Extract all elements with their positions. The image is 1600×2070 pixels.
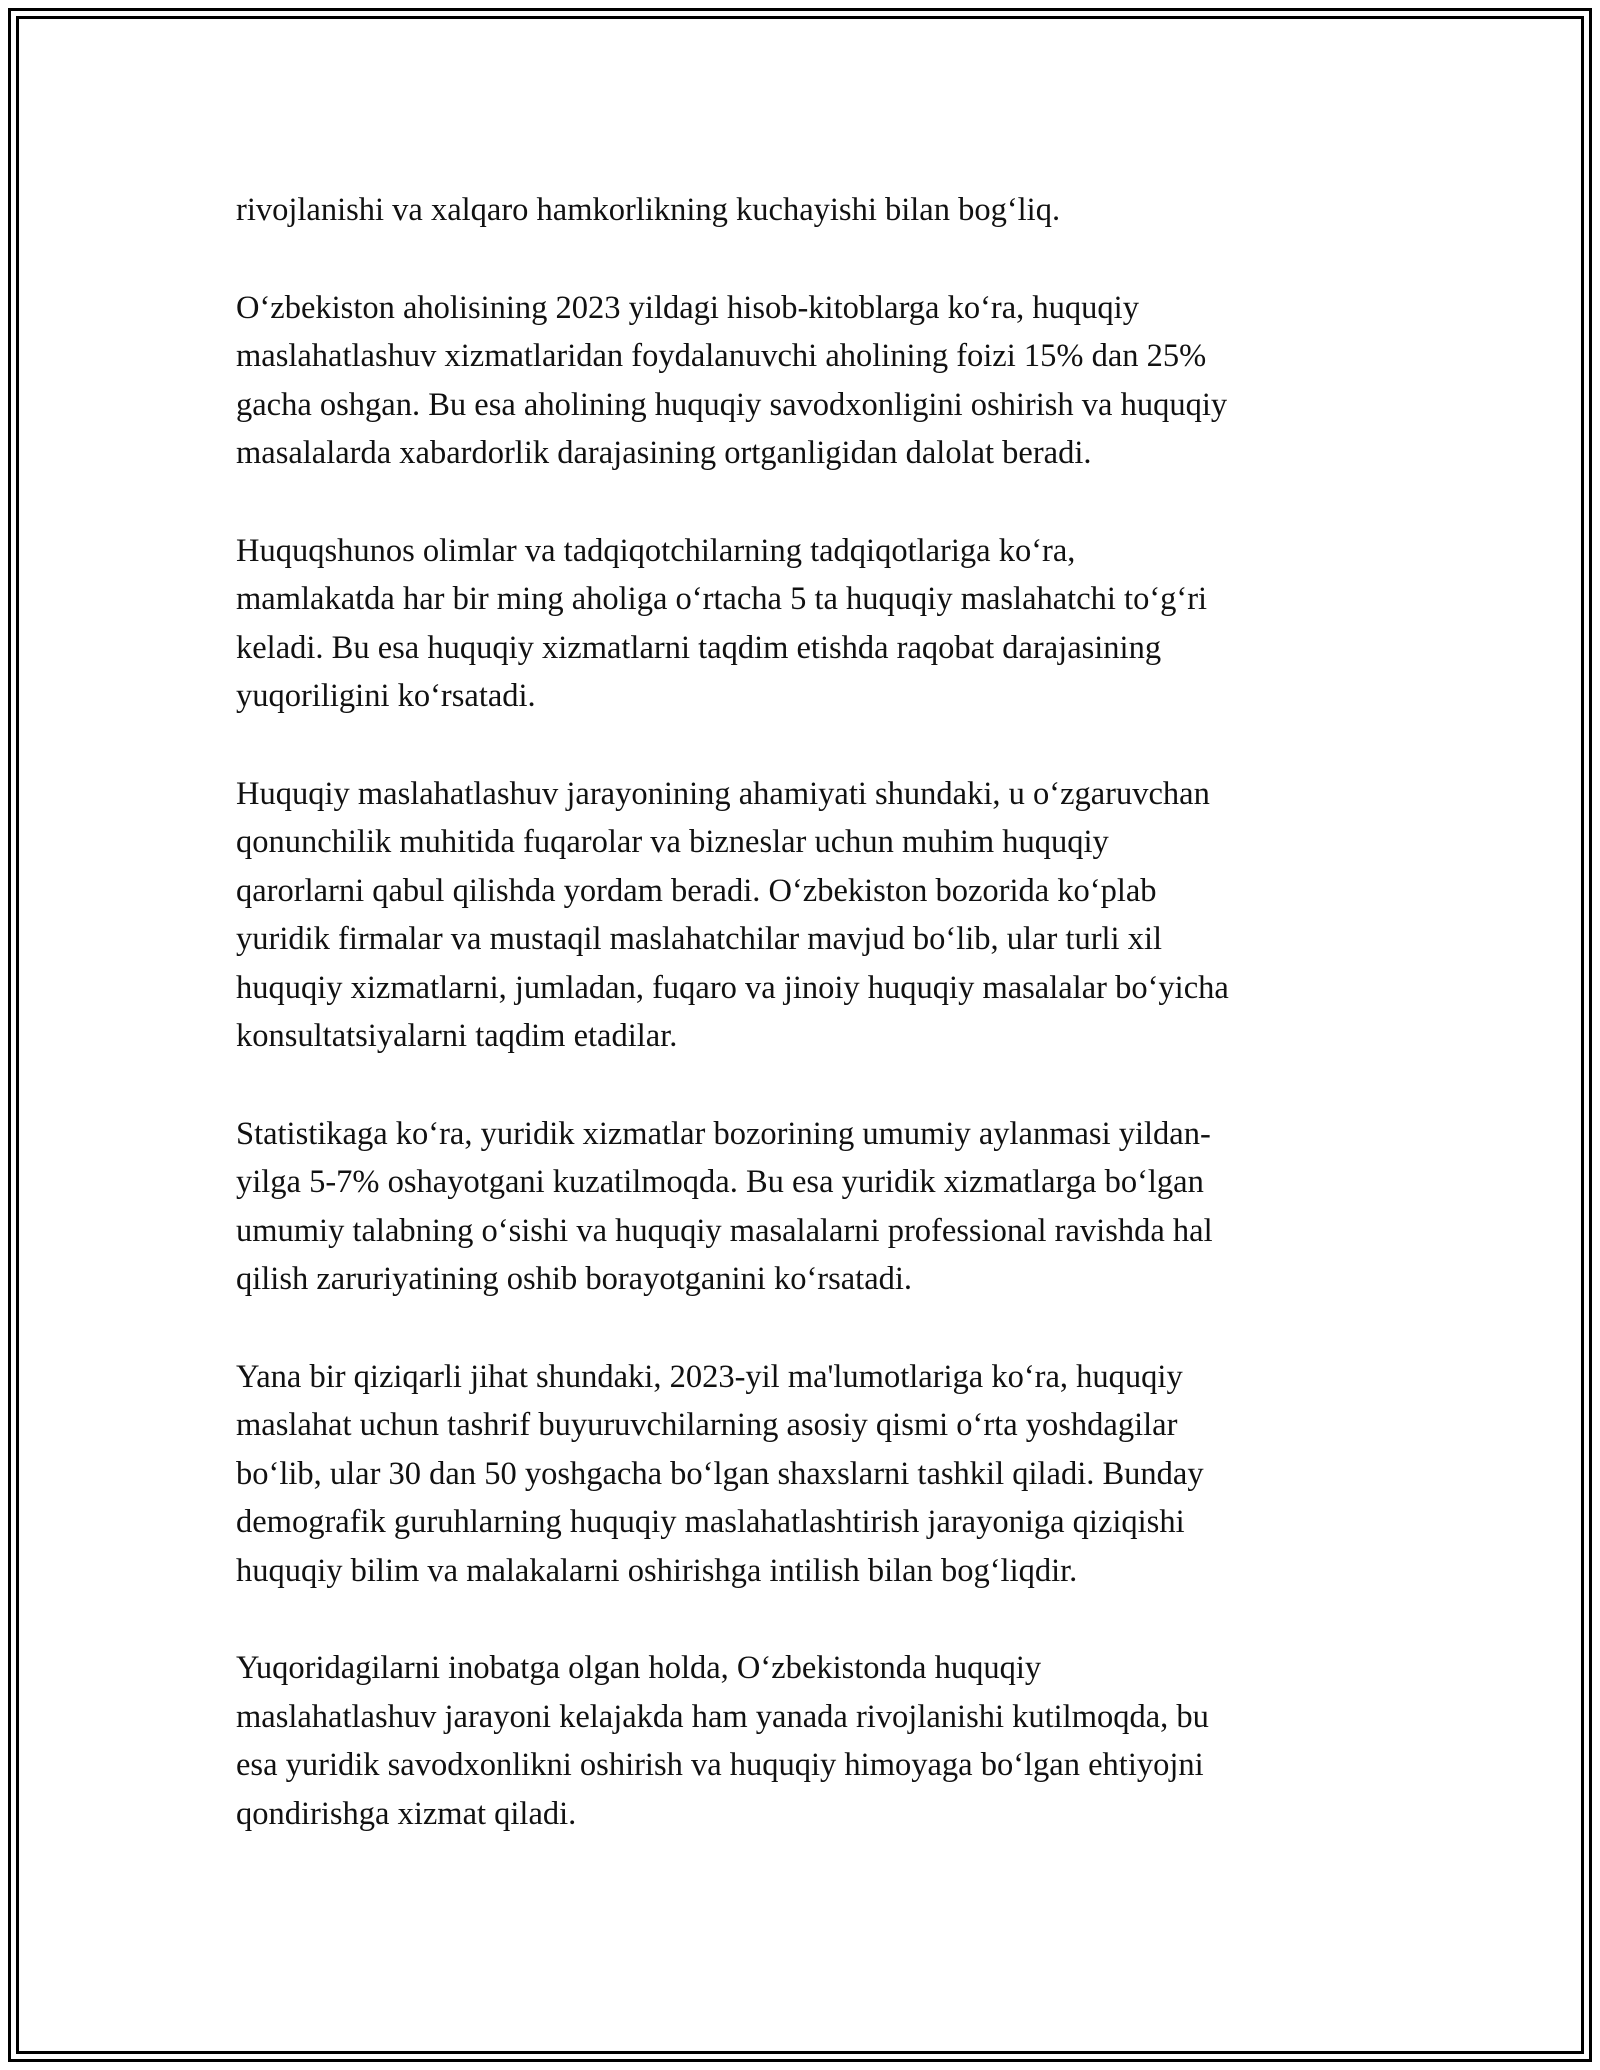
paragraph-3: Huquqshunos olimlar va tadqiqotchilarning tadqiqotlariga ko‘ra, mamlakatda har bir ming aholiga o‘rtacha 5 ta huquqiy maslahatchi to‘g‘ri keladi. Bu esa huquqiy xizmatlarni taqdim etishda raqobat darajasining yuqoriligini ko‘rsatadi.	[236, 532, 1208, 714]
paragraph-2: O‘zbekiston aholisining 2023 yildagi hisob-kitoblarga ko‘ra, huquqiy maslahatlashuv xizmatlaridan foydalanuvchi aholining foizi 15% dan 25% gacha oshgan. Bu esa aholining huquqiy savodxonligini oshirish va huquqiy masalalarda xabardorlik darajasining ortganligidan dalolat beradi.	[236, 289, 1228, 471]
paragraph-5: Statistikaga ko‘ra, yuridik xizmatlar bozorining umumiy aylanmasi yildan- yilga 5-7% oshayotgani kuzatilmoqda. Bu esa yuridik xizmatlarga bo‘lgan umumiy talabning o‘sishi va huquqiy masalalarni professional ravishda hal qilish zaruriyatining oshib borayotganini ko‘rsatadi.	[236, 1115, 1213, 1297]
paragraph-4: Huquqiy maslahatlashuv jarayonining ahamiyati shundaki, u o‘zgaruvchan qonunchilik muhitida fuqarolar va bizneslar uchun muhim huquqiy qarorlarni qabul qilishda yordam beradi. O‘zbekiston bozorida ko‘plab yuridik firmalar va mustaqil maslahatchilar mavjud bo‘lib, ular turli xil huquqiy xizmatlarni, jumladan, fuqaro va jinoiy huquqiy masalalar bo‘yicha konsultatsiyalarni taqdim etadilar.	[236, 775, 1229, 1054]
paragraph-6: Yana bir qiziqarli jihat shundaki, 2023-yil ma'lumotlariga ko‘ra, huquqiy maslahat uchun tashrif buyuruvchilarning asosiy qismi o‘rta yoshdagilar bo‘lib, ular 30 dan 50 yoshgacha bo‘lgan shaxslarni tashkil qiladi. Bunday demografik guruhlarning huquqiy maslahatlashtirish jarayoniga qiziqishi huquqiy bilim va malakalarni oshirishga intilish bilan bog‘liqdir.	[236, 1358, 1204, 1589]
document-body	[236, 186, 1376, 1887]
paragraph-7: Yuqoridagilarni inobatga olgan holda, O‘zbekistonda huquqiy maslahatlashuv jarayoni kelajakda ham yanada rivojlanishi kutilmoqda, bu esa yuridik savodxonlikni oshirish va huquqiy himoyaga bo‘lgan ehtiyojni qondirishga xizmat qiladi.	[236, 1650, 1209, 1832]
paragraph-1: rivojlanishi va xalqaro hamkorlikning kuchayishi bilan bog‘liq.	[236, 192, 1061, 228]
